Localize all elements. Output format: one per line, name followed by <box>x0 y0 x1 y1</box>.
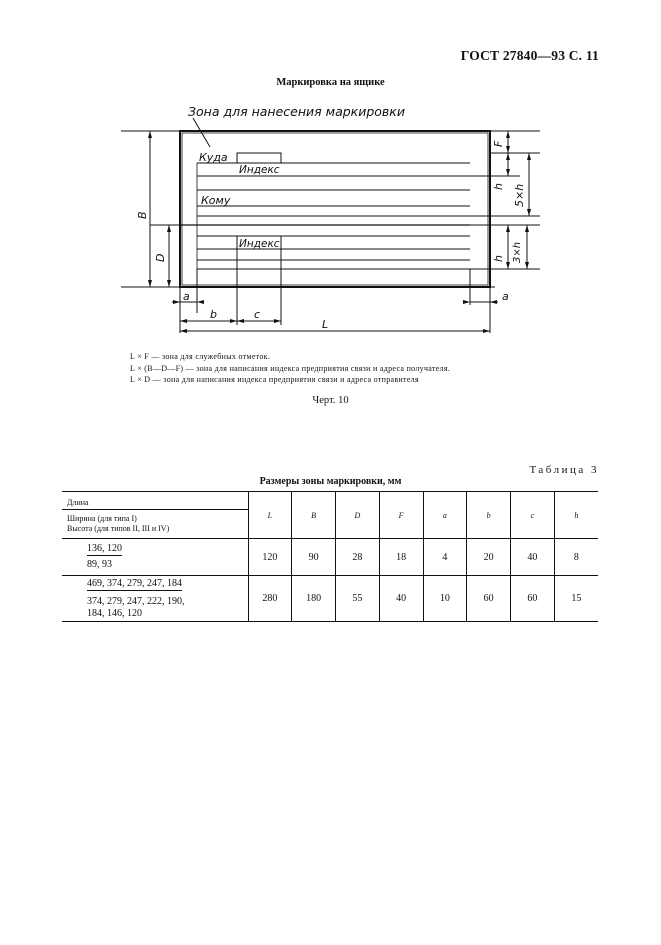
row-sizes <box>62 539 248 576</box>
sizes-table <box>62 491 598 622</box>
table-cell: 8 <box>554 539 598 576</box>
column-header: h <box>554 492 598 539</box>
column-header: B <box>292 492 336 539</box>
row-sizes <box>62 576 248 622</box>
table-row <box>62 539 598 576</box>
dim-label-3h: 3×h <box>512 241 523 263</box>
document-header: ГОСТ 27840—93 С. 11 <box>460 48 599 63</box>
dim-label-a-right: a <box>502 290 509 303</box>
table-cell: 10 <box>423 576 467 622</box>
row-widths-line1: 374, 279, 247, 222, 190, <box>87 596 185 607</box>
table-cell: 55 <box>336 576 380 622</box>
dim-label-a-left: a <box>183 290 190 303</box>
header-width-line1: Ширина (для типа I) <box>67 514 137 523</box>
table-cell: 15 <box>554 576 598 622</box>
table-header-row <box>62 492 598 539</box>
legend-line-2: L × (B—D—F) — зона для написания индекса предприятия связи и адреса получателя. <box>130 364 451 373</box>
table-title: Размеры зоны маркировки, мм <box>259 476 402 487</box>
row-lengths: 136, 120 <box>87 543 122 554</box>
row-widths-line2: 184, 146, 120 <box>87 608 142 619</box>
zone-pointer <box>193 118 210 147</box>
dim-label-c: c <box>254 308 261 321</box>
table-cell: 4 <box>423 539 467 576</box>
zone-outline <box>182 133 488 285</box>
row-widths: 89, 93 <box>87 559 112 570</box>
field-kuda: Куда <box>199 151 228 164</box>
table-cell: 20 <box>467 539 511 576</box>
column-header: L <box>248 492 292 539</box>
dim-label-D: D <box>154 253 167 262</box>
table-cell: 120 <box>248 539 292 576</box>
dim-label-B: B <box>136 211 149 219</box>
dim-label-h-bottom: h <box>492 255 505 262</box>
column-header: D <box>336 492 380 539</box>
column-header: b <box>467 492 511 539</box>
column-header: c <box>511 492 555 539</box>
column-header: F <box>379 492 423 539</box>
index-box-1 <box>237 153 281 163</box>
row-lengths: 469, 374, 279, 247, 184 <box>87 578 182 589</box>
table-cell: 28 <box>336 539 380 576</box>
header-width-line2: Высота (для типов II, III и IV) <box>67 524 170 533</box>
dim-label-b: b <box>210 308 217 321</box>
table-label: Таблица 3 <box>529 464 599 476</box>
table-cell: 180 <box>292 576 336 622</box>
zone-label: Зона для нанесения маркировки <box>188 104 405 119</box>
table-cell: 40 <box>379 576 423 622</box>
marking-drawing <box>0 95 661 335</box>
dim-label-h-top: h <box>492 183 505 190</box>
legend-line-3: L × D — зона для написания индекса предприятия связи и адреса отправителя <box>130 375 419 384</box>
table-cell: 18 <box>379 539 423 576</box>
dim-label-F: F <box>492 140 505 147</box>
table-cell: 280 <box>248 576 292 622</box>
drawing-title: Маркировка на ящике <box>276 77 385 88</box>
table-cell: 40 <box>511 539 555 576</box>
dim-label-5h: 5×h <box>513 183 526 207</box>
header-length: Длина <box>67 498 89 507</box>
field-index-1: Индекс <box>239 164 280 176</box>
figure-caption: Черт. 10 <box>312 395 349 406</box>
column-header: a <box>423 492 467 539</box>
table-row <box>62 576 598 622</box>
field-komu: Кому <box>201 194 231 207</box>
table-cell: 60 <box>467 576 511 622</box>
header-length-width <box>62 492 248 539</box>
table-cell: 60 <box>511 576 555 622</box>
dim-label-L: L <box>322 318 329 331</box>
field-index-2: Индекс <box>239 238 280 250</box>
table-cell: 90 <box>292 539 336 576</box>
legend-line-1: L × F — зона для служебных отметок. <box>130 352 271 361</box>
